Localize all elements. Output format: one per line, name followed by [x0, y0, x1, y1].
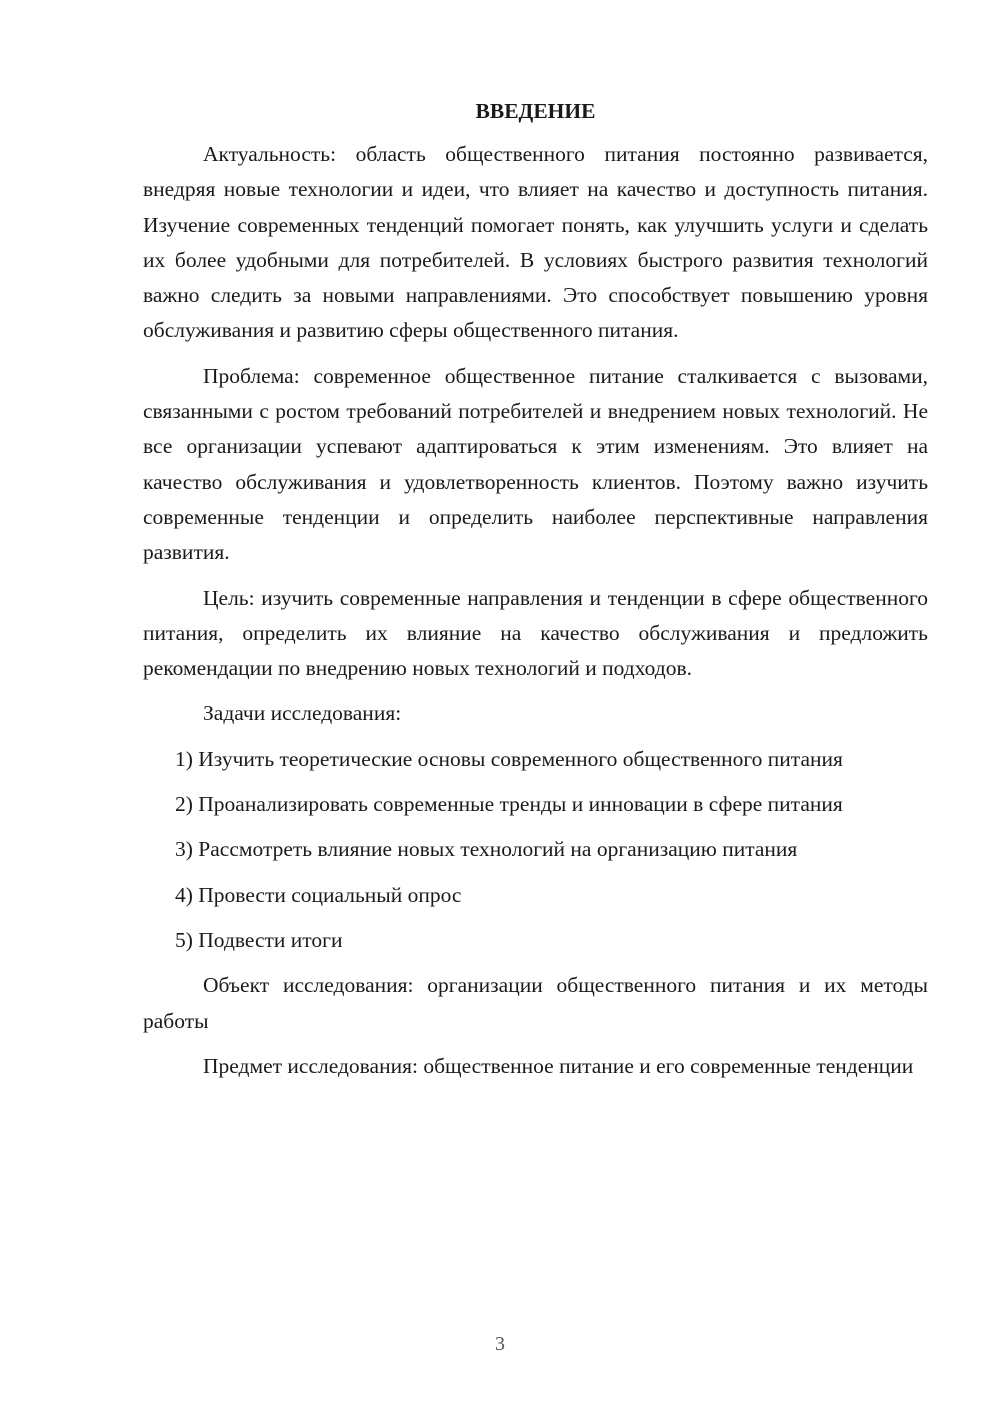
document-page: [143, 96, 928, 1094]
tasks-list: [143, 742, 928, 958]
section-title: ВВЕДЕНИЕ: [475, 99, 596, 123]
object-paragraph: Объект исследования: организации общественного питания и их методы работы: [143, 973, 928, 1033]
task-item-1: 1) Изучить теоретические основы современного общественного питания: [175, 746, 843, 771]
goal-paragraph: Цель: изучить современные направления и тенденции в сфере общественного питания, определить их влияние на качество обслуживания и предложить рекомендации по внедрению новых технологий и подходов.: [143, 585, 928, 681]
task-item-4: 4) Провести социальный опрос: [175, 882, 462, 907]
relevance-paragraph: Актуальность: область общественного питания постоянно развивается, внедряя новые технологии и идеи, что влияет на качество и доступность питания. Изучение современных тенденций помогает понять, как улучшить услуги и сделать их более удобными для потребителей. В условиях быстрого развития технологий важно следить за новыми направлениями. Это способствует повышению уровня обслуживания и развитию сферы общественного питания.: [143, 142, 928, 343]
task-item-2: 2) Проанализировать современные тренды и инновации в сфере питания: [175, 792, 843, 817]
page-number: 3: [495, 1333, 505, 1355]
problem-paragraph: Проблема: современное общественное питание сталкивается с вызовами, связанными с ростом требований потребителей и внедрением новых технологий. Не все организации успевают адаптироваться к этим изменениям. Это влияет на качество обслуживания и удовлетворенность клиентов. Поэтому важно изучить современные тенденции и определить наиболее перспективные направления развития.: [143, 363, 928, 565]
tasks-heading: Задачи исследования:: [203, 701, 402, 726]
subject-paragraph: Предмет исследования: общественное питание и его современные тенденции: [203, 1053, 914, 1078]
task-item-3: 3) Рассмотреть влияние новых технологий на организацию питания: [175, 837, 798, 862]
task-item-5: 5) Подвести итоги: [175, 927, 343, 952]
